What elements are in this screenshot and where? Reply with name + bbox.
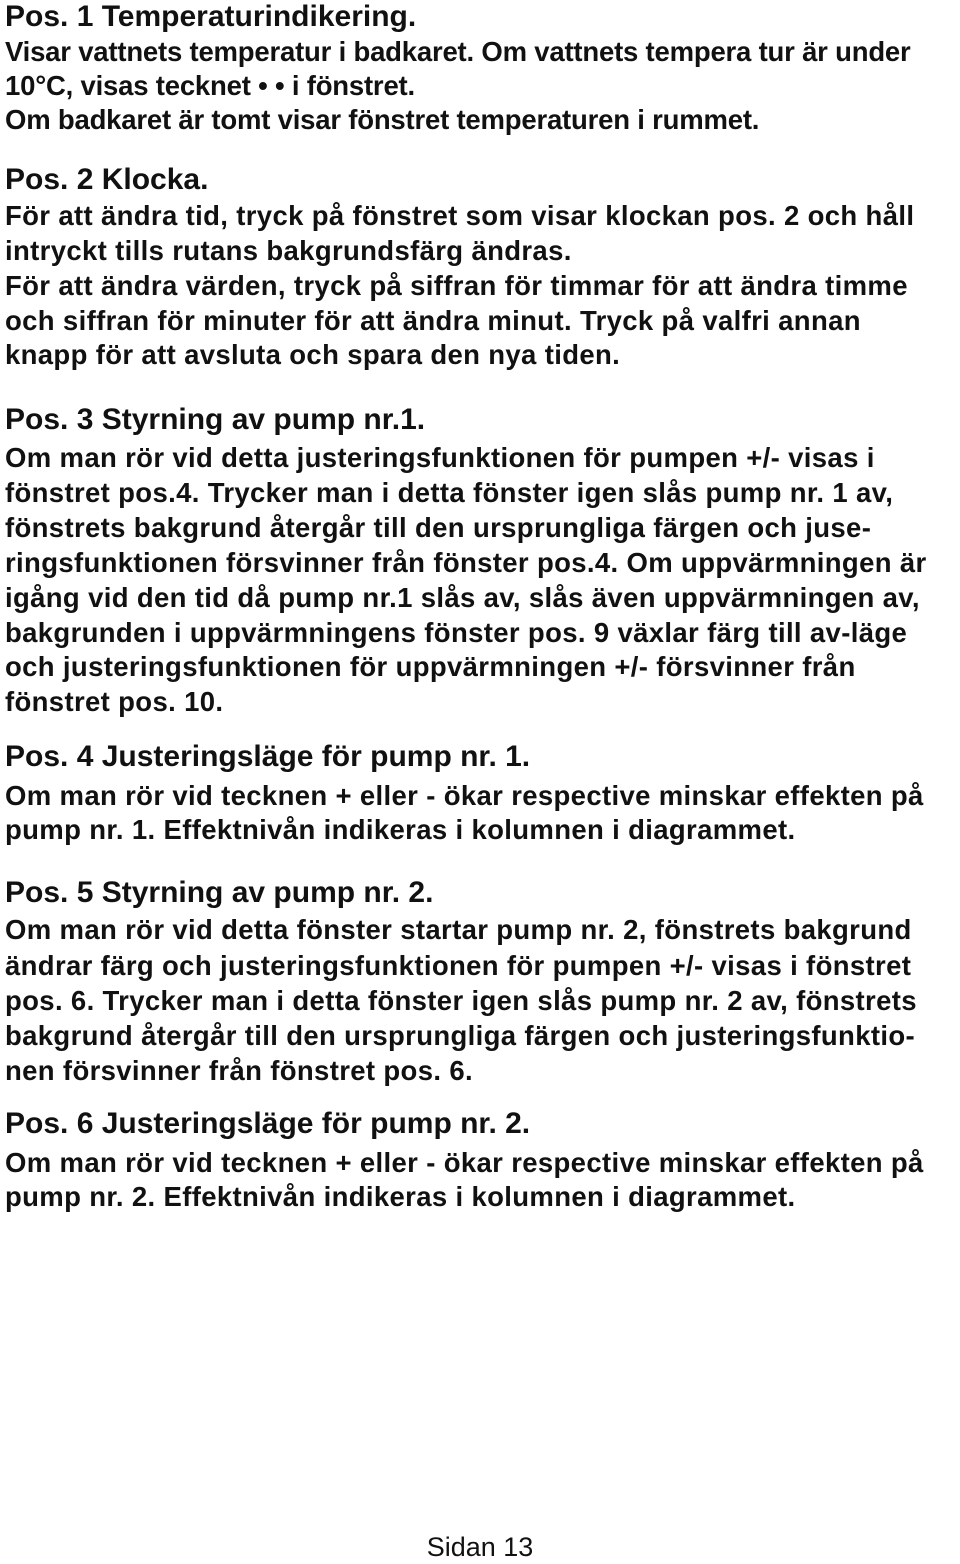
section-2-heading: Pos. 2 Klocka. [5,163,209,196]
section-2-line-2: intryckt tills rutans bakgrundsfärg ändras. [5,235,572,266]
section-2-line-3: För att ändra värden, tryck på siffran för timmar för att ändra timme [5,270,908,301]
section-2-line-4: och siffran för minuter för att ändra minut. Tryck på valfri annan [5,305,861,336]
section-2-line-5: knapp för att avsluta och spara den nya tiden. [5,339,621,370]
section-4-line-2: pump nr. 1. Effektnivån indikeras i kolumnen i diagrammet. [5,814,796,845]
section-2-line-1: För att ändra tid, tryck på fönstret som visar klockan pos. 2 och håll [5,200,915,231]
section-3-line-6: bakgrunden i uppvärmningens fönster pos. 9 växlar färg till av-läge [5,617,908,648]
section-3-line-1: Om man rör vid detta justeringsfunktionen för pumpen +/- visas i [5,442,875,473]
section-3-heading: Pos. 3 Styrning av pump nr.1. [5,403,426,436]
section-6-line-2: pump nr. 2. Effektnivån indikeras i kolumnen i diagrammet. [5,1181,796,1212]
section-1-line-3: Om badkaret är tomt visar fönstret temperaturen i rummet. [5,104,760,135]
section-1-heading: Pos. 1 Temperaturindikering. [5,0,417,33]
section-1-line-1: Visar vattnets temperatur i badkaret. Om vattnets tempera tur är under [5,36,911,67]
section-5-line-3: pos. 6. Trycker man i detta fönster igen slås pump nr. 2 av, fönstrets [5,985,917,1016]
section-1-line-2: 10°C, visas tecknet • • i fönstret. [5,70,415,101]
section-6-heading: Pos. 6 Justeringsläge för pump nr. 2. [5,1107,531,1140]
section-5-line-5: nen försvinner från fönstret pos. 6. [5,1055,473,1086]
section-4-heading: Pos. 4 Justeringsläge för pump nr. 1. [5,740,531,773]
section-5-line-4: bakgrund återgår till den ursprungliga färgen och justeringsfunktio- [5,1020,915,1051]
section-5-line-1: Om man rör vid detta fönster startar pump nr. 2, fönstrets bakgrund [5,914,912,945]
section-3-line-3: fönstrets bakgrund återgår till den ursprungliga färgen och juse- [5,512,872,543]
page-number: Sidan 13 [426,1532,534,1562]
section-6-line-1: Om man rör vid tecknen + eller - ökar respective minskar effekten på [5,1147,924,1178]
section-3-line-4: ringsfunktionen försvinner från fönster pos.4. Om uppvärmningen är [5,547,927,578]
section-3-line-2: fönstret pos.4. Trycker man i detta fönster igen slås pump nr. 1 av, [5,477,894,508]
section-3-line-7: och justeringsfunktionen för uppvärmningen +/- försvinner från [5,651,856,682]
section-3-line-5: igång vid den tid då pump nr.1 slås av, slås även uppvärmningen av, [5,582,920,613]
section-4-line-1: Om man rör vid tecknen + eller - ökar respective minskar effekten på [5,780,924,811]
section-5-line-2: ändrar färg och justeringsfunktionen för pumpen +/- visas i fönstret [5,950,912,981]
section-3-line-8: fönstret pos. 10. [5,686,224,717]
section-5-heading: Pos. 5 Styrning av pump nr. 2. [5,876,434,909]
